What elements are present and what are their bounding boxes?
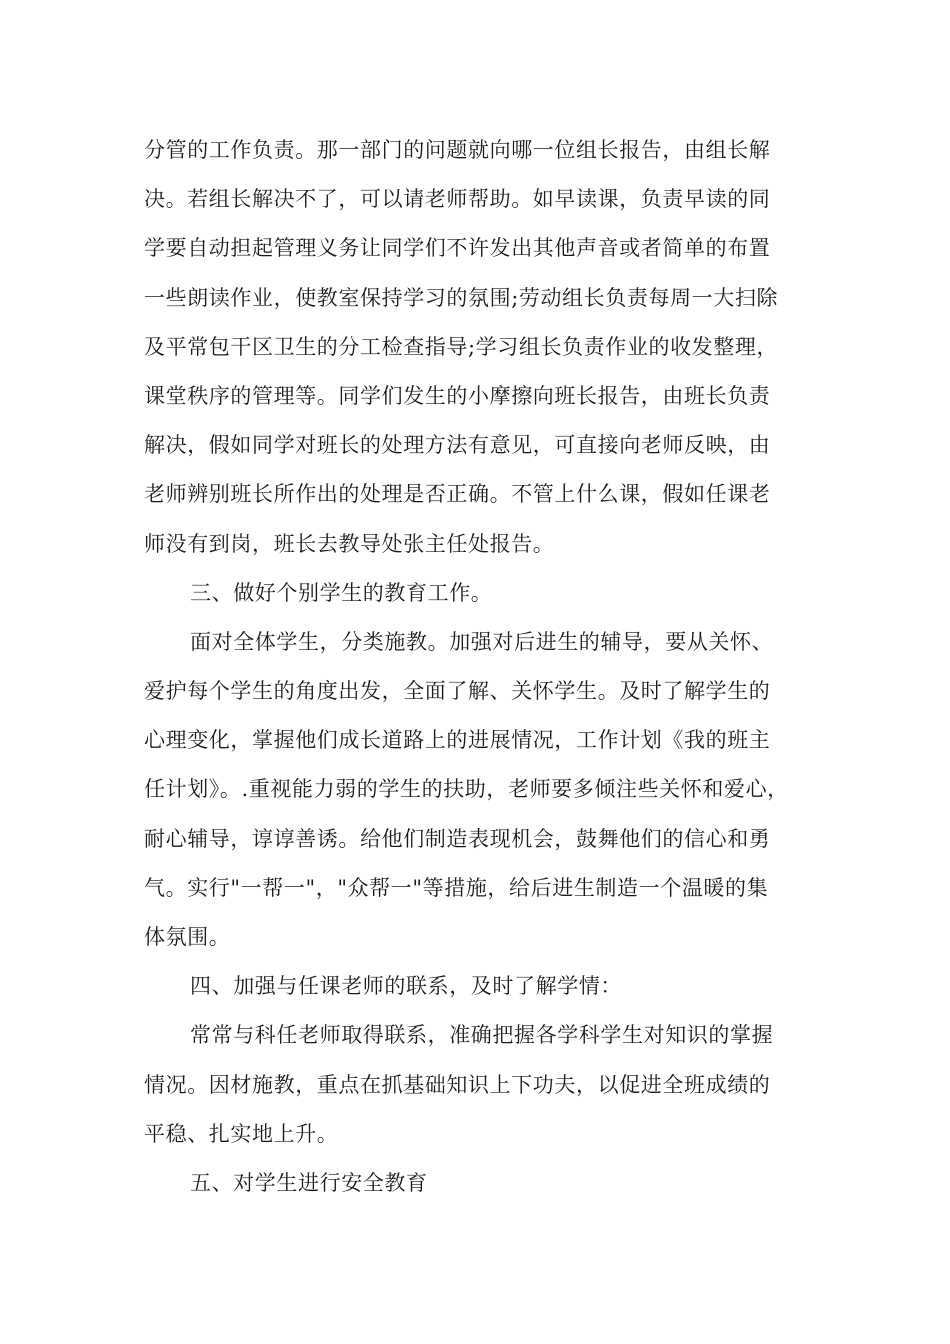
section-heading: 四、加强与任课老师的联系，及时了解学情： [190,974,622,999]
text-line: 师没有到岗，班长去教导处张主任处报告。 [144,531,555,556]
text-line: 老师辨别班长所作出的处理是否正确。不管上什么课，假如任课老 [144,482,771,507]
text-line: 气。实行"一帮一"，"众帮一"等措施，给后进生制造一个温暖的集 [144,875,769,900]
text-line: 爱护每个学生的角度出发，全面了解、关怀学生。及时了解学生的 [144,679,771,704]
text-line: 心理变化，掌握他们成长道路上的进展情况，工作计划《我的班主 [144,728,771,753]
text-line: 课堂秩序的管理等。同学们发生的小摩擦向班长报告，由班长负责 [144,383,771,408]
text-line: 常常与科任老师取得联系，准确把握各学科学生对知识的掌握 [190,1023,774,1048]
text-line: 决。若组长解决不了，可以请老师帮助。如早读课，负责早读的同 [144,187,771,212]
text-line: 学要自动担起管理义务让同学们不许发出其他声音或者简单的布置 [144,236,771,261]
text-line: 及平常包干区卫生的分工检查指导;学习组长负责作业的收发整理， [144,334,779,359]
section-heading: 五、对学生进行安全教育 [190,1170,428,1195]
section-heading: 三、做好个别学生的教育工作。 [190,580,493,605]
text-line: 分管的工作负责。那一部门的问题就向哪一位组长报告，由组长解 [144,138,771,162]
text-line: 任计划》。.重视能力弱的学生的扶助，老师要多倾注些关怀和爱心， [144,777,789,802]
text-line: 解决，假如同学对班长的处理方法有意见，可直接向老师反映，由 [144,433,771,458]
text-line: 耐心辅导，谆谆善诱。给他们制造表现机会，鼓舞他们的信心和勇 [144,826,771,851]
text-line: 平稳、扎实地上升。 [144,1121,339,1146]
text-line: 体氛围。 [144,925,231,949]
text-line: 面对全体学生，分类施教。加强对后进生的辅导，要从关怀、 [190,629,774,654]
body-text [144,126,824,1208]
text-line: 情况。因材施教，重点在抓基础知识上下功夫，以促进全班成绩的 [144,1072,771,1097]
text-line: 一些朗读作业，使教室保持学习的氛围;劳动组长负责每周一大扫除 [144,285,779,310]
